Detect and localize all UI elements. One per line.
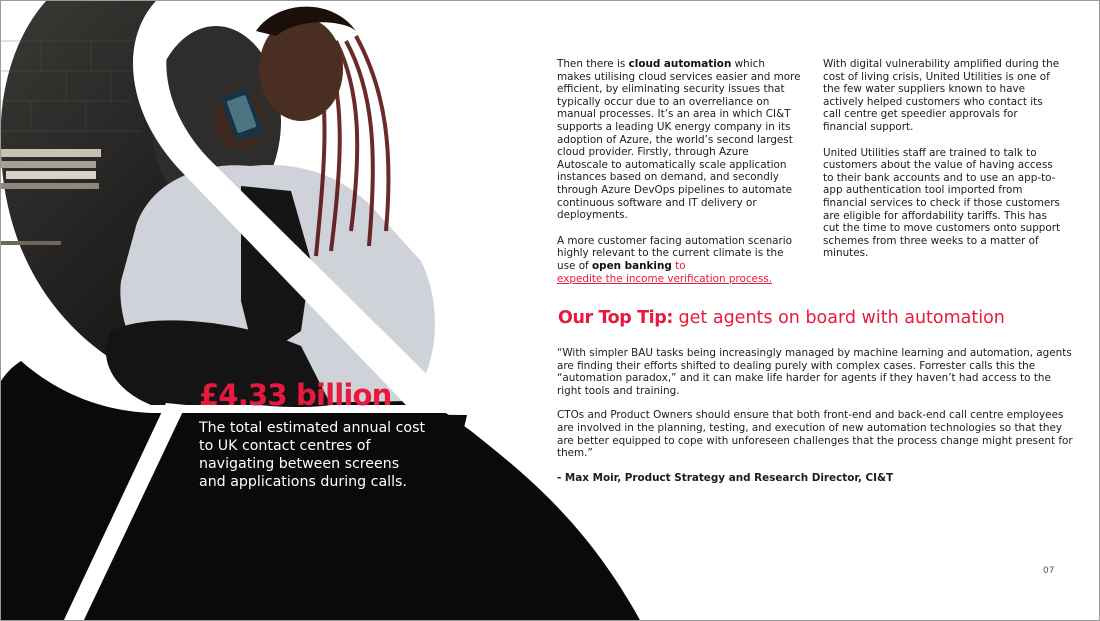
paragraph-cloud-automation xyxy=(557,58,802,222)
text-run: which makes utilising cloud services easier and more efficient, by eliminating security issues that typically occur due to an overreliance on manual processes. It’s an area in which CI&T supports a leading UK energy company in its adoption of Azure, the world’s second largest cloud provider. Firstly, through Azure Autoscale to automatically scale application instances based on demand, and secondly through Azure DevOps pipelines to automate continuous software and IT delivery or deployments. xyxy=(557,58,801,222)
paragraph-united-utilities-2: United Utilities staff are trained to talk to customers about the value of having access to their bank accounts and to use an app-to-app authentication tool imported from financial services to check if those customers are eligible for affordability tariffs. This has cut the time to move customers onto support schemes from three weeks to a matter of minutes. xyxy=(823,146,1061,260)
stat-caption: The total estimated annual cost to UK contact centres of navigating between screens and applications during calls. xyxy=(199,420,426,490)
paragraph-united-utilities-1: With digital vulnerability amplified during the cost of living crisis, United Utilities is one of the few water suppliers known to have actively helped customers who contact its call centre get speedier approvals for financial support. xyxy=(823,58,1060,133)
stat-value: £4.33 billion xyxy=(199,378,392,412)
page-number: 07 xyxy=(1043,566,1055,576)
income-verification-link[interactable]: expedite the income verification process. xyxy=(557,272,773,285)
quote-paragraph-1: “With simpler BAU tasks being increasingly managed by machine learning and automation, agents are finding their efforts shifted to dealing purely with complex cases. Forrester calls this the “automation paradox,” and it can make life harder for agents if they haven’t had access to the right tools and training. xyxy=(557,347,1072,397)
quote-attribution: - Max Moir, Product Strategy and Research Director, CI&T xyxy=(557,471,894,484)
top-tip-heading xyxy=(558,306,1078,330)
stat-callout xyxy=(199,375,429,491)
bold-term: open banking xyxy=(592,259,672,272)
body-column-left xyxy=(557,58,802,298)
top-tip-label: Our Top Tip: xyxy=(558,308,673,328)
text-run: A more customer facing automation scenario highly relevant to the current climate is the use of xyxy=(557,234,793,272)
bold-term: cloud automation xyxy=(628,58,732,70)
quote-block xyxy=(557,347,1077,496)
text-run: Then there is xyxy=(557,58,629,70)
paragraph-open-banking xyxy=(557,235,802,285)
quote-paragraph-2: CTOs and Product Owners should ensure that both front-end and back-end call centre employees are involved in the planning, testing, and execution of new automation technologies so that they are better equipped to cope with unforeseen challenges that the process change might present for them.” xyxy=(557,409,1073,460)
body-column-right xyxy=(823,58,1063,273)
top-tip-text: get agents on board with automation xyxy=(672,308,1005,328)
link-text[interactable]: to xyxy=(671,259,686,272)
